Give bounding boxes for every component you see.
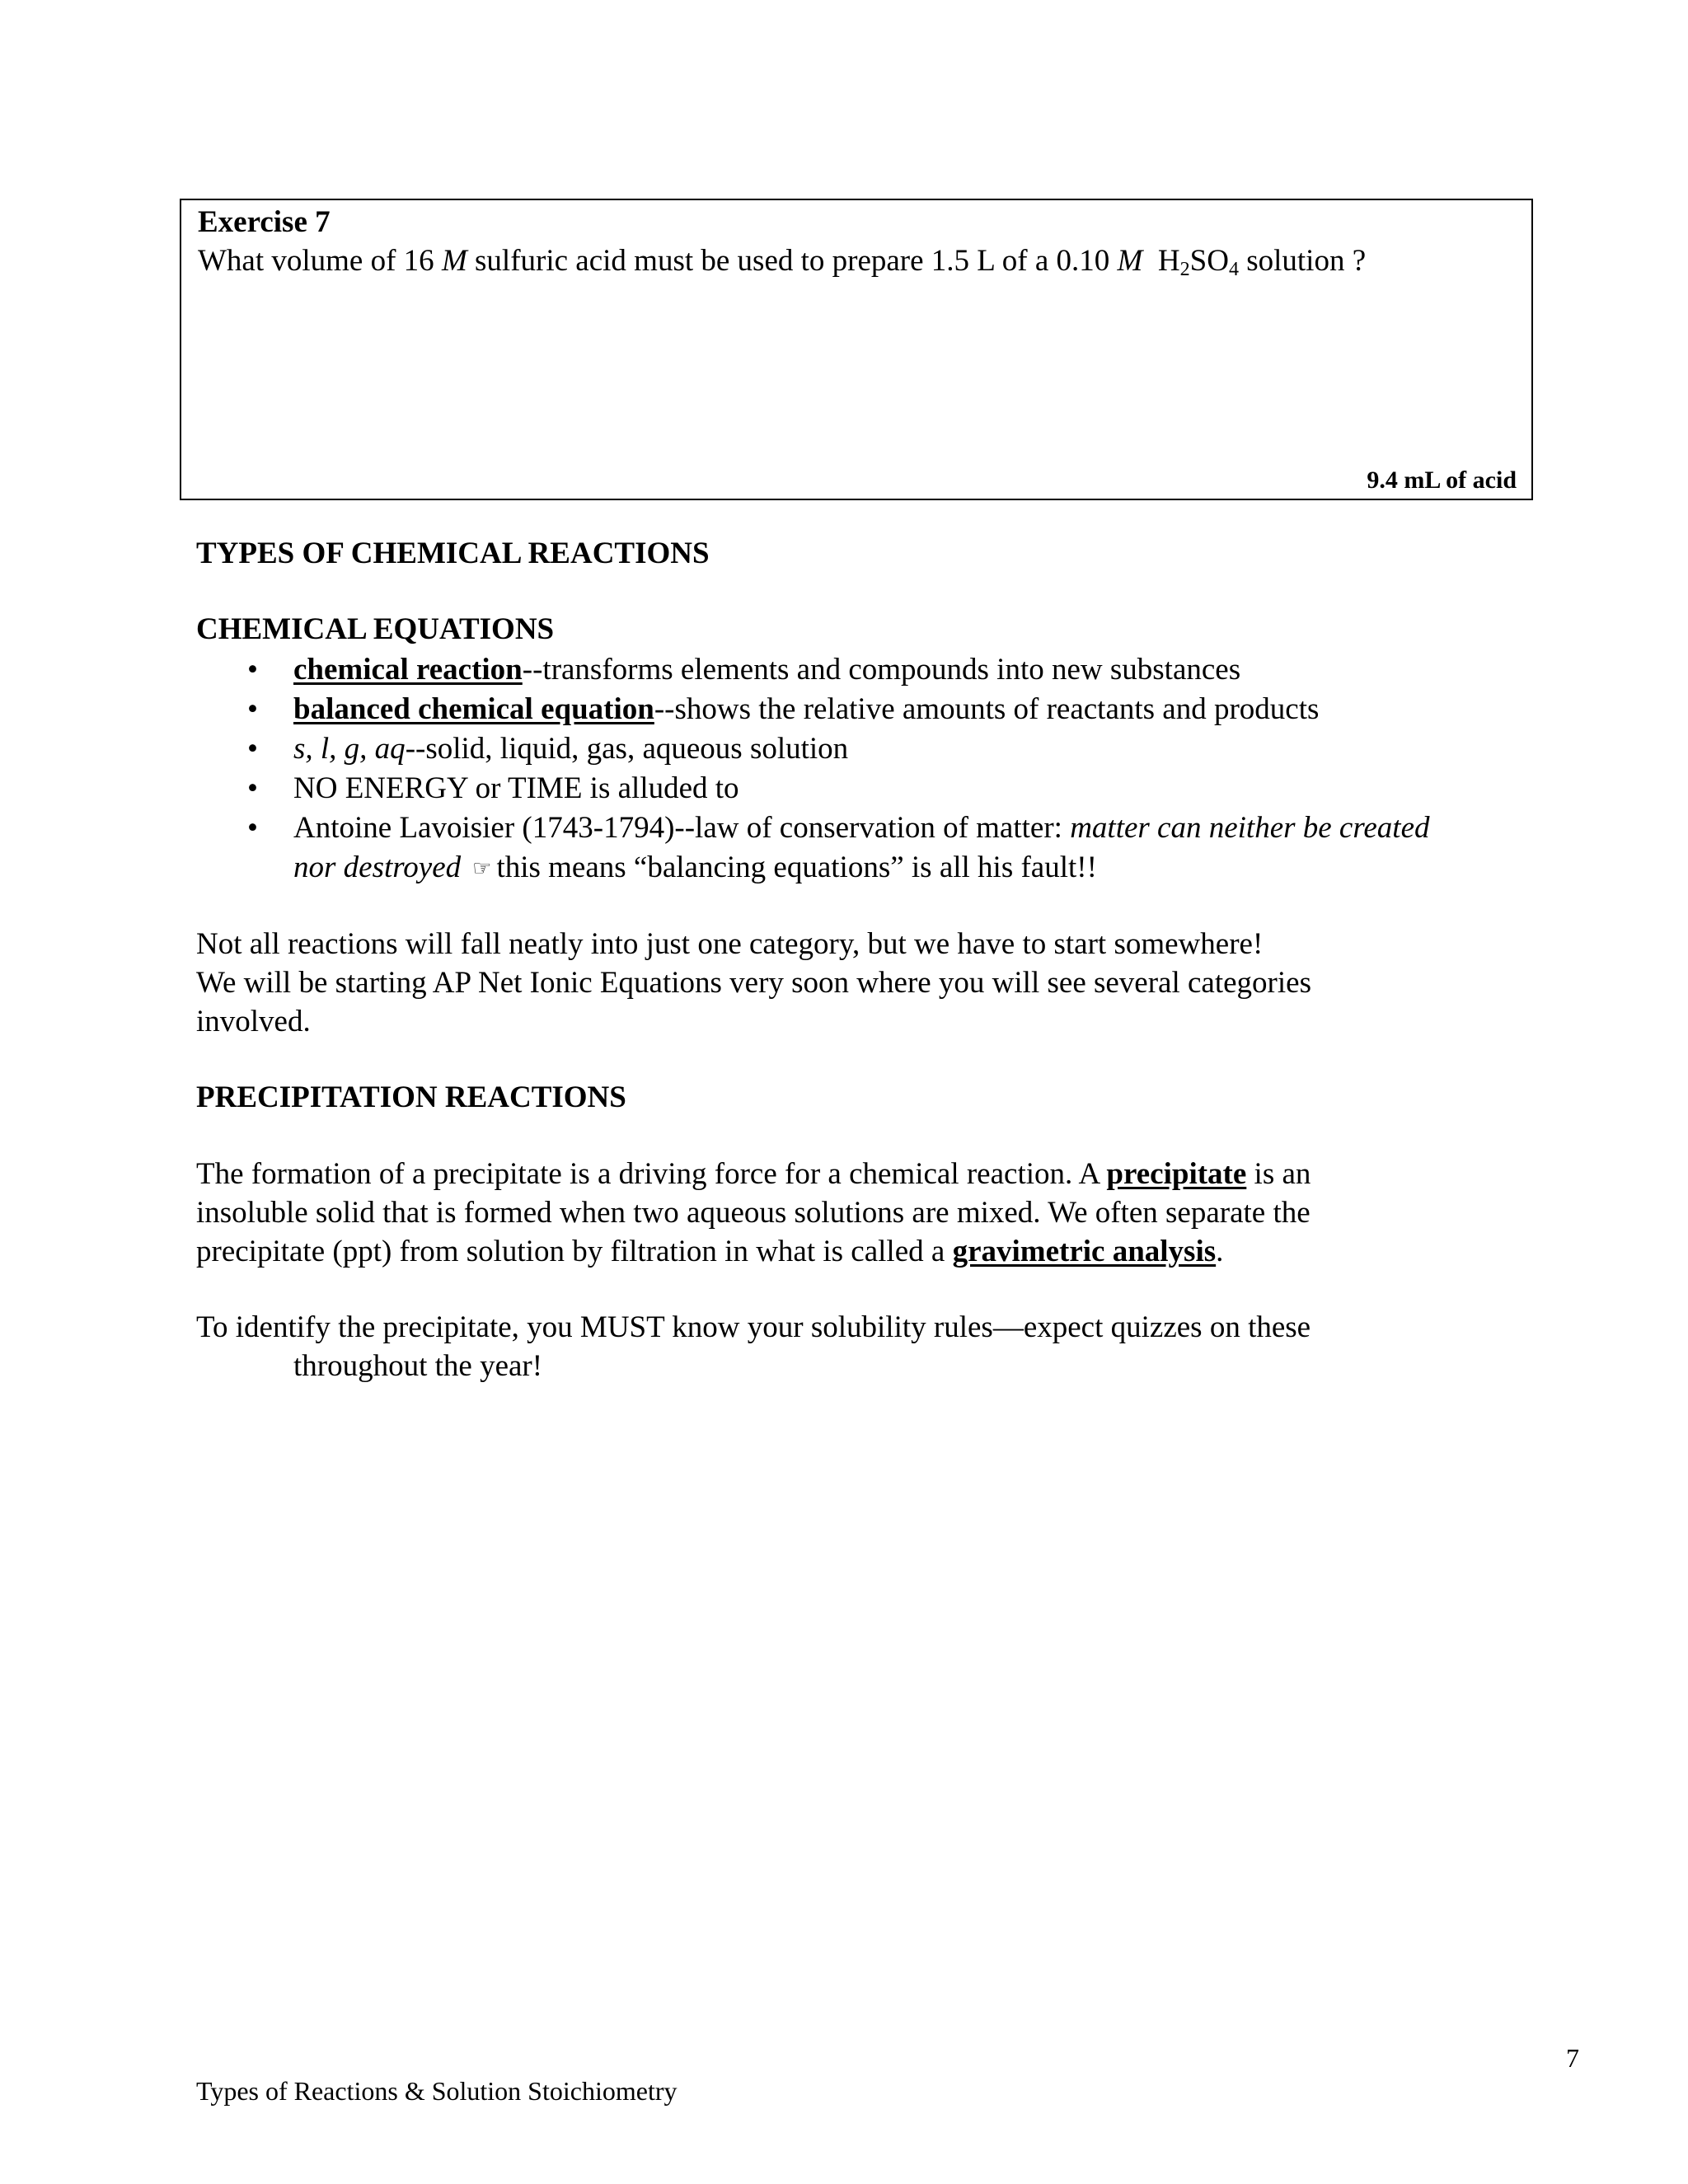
pointing-hand-icon: ☞ (472, 856, 492, 880)
paragraph-line: The formation of a precipitate is a driving force for a chemical reaction. A precipitate is an (196, 1157, 1311, 1191)
precipitation-heading: PRECIPITATION REACTIONS (196, 1080, 626, 1114)
exercise-title: Exercise 7 (198, 205, 331, 239)
term-gravimetric-analysis: gravimetric analysis (952, 1235, 1217, 1268)
formula-part: SO (1189, 244, 1229, 278)
equations-bullet-list (196, 650, 1531, 888)
item-text: NO ENERGY or TIME is alluded to (293, 771, 739, 805)
definition-text: --transforms elements and compounds into new substances (522, 653, 1241, 687)
term-chemical-reaction: chemical reaction (293, 653, 523, 687)
chemical-equations-heading: CHEMICAL EQUATIONS (196, 612, 555, 646)
paragraph-line: involved. (196, 1005, 311, 1038)
paragraph-line: Not all reactions will fall neatly into just one category, but we have to start somewhere! (196, 927, 1264, 961)
bullet-icon: • (247, 732, 258, 766)
list-item (196, 808, 1531, 888)
question-text: What volume of 16 (198, 244, 442, 278)
item-text: Antoine Lavoisier (1743-1794)--law of conservation of matter: (293, 811, 1071, 845)
exercise-question (198, 243, 1366, 279)
paragraph-line: precipitate (ppt) from solution by filtration in what is called a gravimetric analysis. (196, 1235, 1224, 1268)
solubility-paragraph (196, 1308, 1548, 1385)
list-item (196, 769, 1531, 808)
state-symbols: s, l, g, aq (293, 732, 406, 766)
definition-text: --shows the relative amounts of reactants and products (654, 692, 1320, 726)
page-number: 7 (1566, 2043, 1579, 2073)
italic-quote: nor destroyed (293, 851, 462, 884)
question-text: sulfuric acid must be used to prepare 1.5 L of a 0.10 (467, 244, 1118, 278)
bullet-icon: • (247, 653, 258, 687)
term-balanced-equation: balanced chemical equation (293, 692, 654, 726)
bullet-icon: • (247, 692, 258, 726)
list-item (196, 690, 1531, 729)
paragraph-line: To identify the precipitate, you MUST know your solubility rules—expect quizzes on these (196, 1310, 1311, 1344)
list-item (196, 650, 1531, 690)
formula-subscript: 4 (1228, 259, 1239, 280)
paragraph-line: insoluble solid that is formed when two aqueous solutions are mixed. We often separate the (196, 1196, 1311, 1230)
categories-paragraph (196, 925, 1548, 1041)
molarity-unit: M (441, 244, 467, 278)
term-precipitate: precipitate (1106, 1157, 1247, 1191)
definition-text: --solid, liquid, gas, aqueous solution (405, 732, 849, 766)
formula-part: H (1157, 244, 1180, 278)
paragraph-line: throughout the year! (293, 1349, 543, 1383)
list-item (196, 729, 1531, 769)
item-text: this means “balancing equations” is all his fault!! (496, 851, 1097, 884)
section-title: TYPES OF CHEMICAL REACTIONS (196, 537, 710, 570)
paragraph-line: We will be starting AP Net Ionic Equations very soon where you will see several categories (196, 966, 1311, 1000)
exercise-answer: 9.4 mL of acid (1367, 466, 1517, 494)
question-text: solution ? (1238, 244, 1367, 278)
exercise-box (180, 199, 1533, 500)
formula-subscript: 2 (1179, 259, 1190, 280)
precipitate-paragraph (196, 1155, 1548, 1271)
bullet-icon: • (247, 771, 258, 805)
page-footer: Types of Reactions & Solution Stoichiometry (196, 2076, 678, 2106)
bullet-icon: • (247, 811, 258, 845)
italic-quote: matter can neither be created (1070, 811, 1430, 845)
molarity-unit: M (1117, 244, 1143, 278)
